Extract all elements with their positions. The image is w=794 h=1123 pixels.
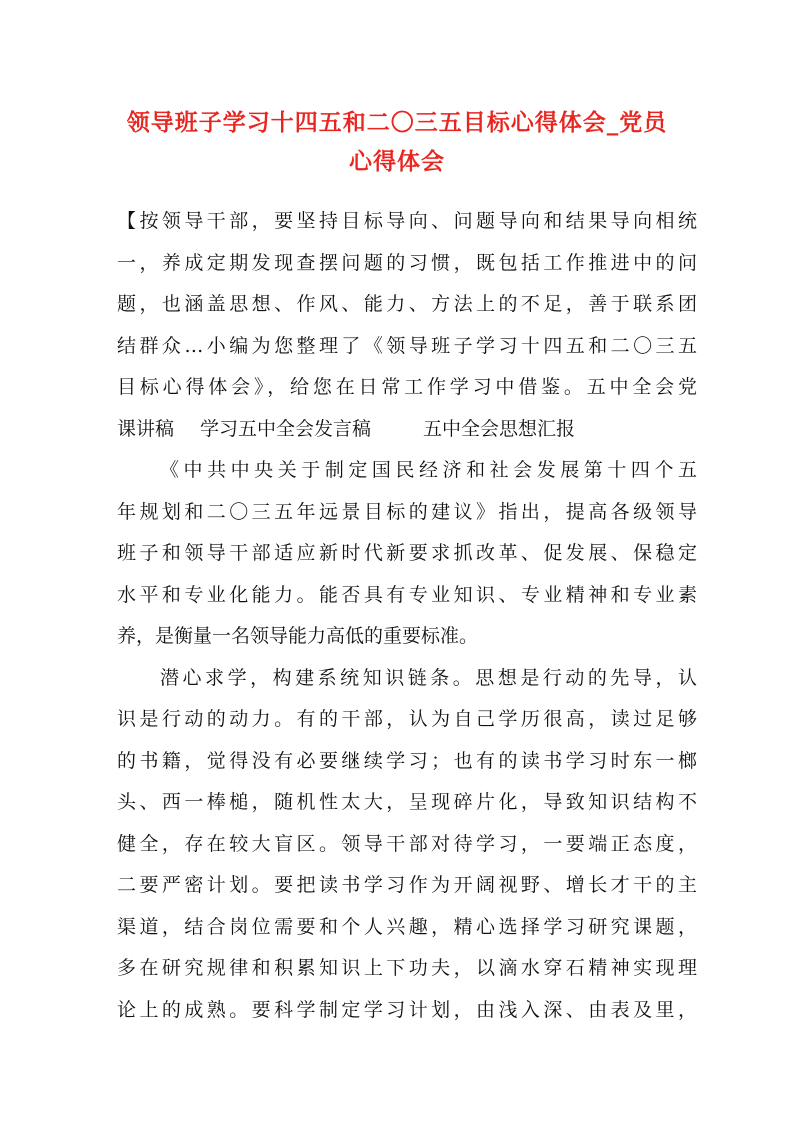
paragraph-2-line: 潜心求学，构建系统知识链条。思想是行动的先导，认 [160,666,697,689]
related-link-thought-report[interactable]: 五中全会思想汇报 [423,417,576,440]
paragraph-2-line: 头、西一棒槌，随机性太大，呈现碎片化，导致知识结构不 [117,791,697,813]
paragraph-2-line: 多在研究规律和积累知识上下功夫，以滴水穿石精神实现理 [117,957,697,979]
document-body [117,201,697,1031]
intro-line: 一，养成定期发现查摆问题的习惯，既包括工作推进中的问 [117,251,697,274]
related-link-speech[interactable]: 学习五中全会发言稿 [200,417,372,440]
document-title-line-1: 领导班子学习十四五和二〇三五目标心得体会_党员 [126,109,668,136]
paragraph-1-line: 养，是衡量一名领导能力高低的重要标准。 [117,625,479,647]
paragraph-2-line: 健全，存在较大盲区。领导干部对待学习，一要端正态度， [117,832,697,855]
intro-line: 结群众…小编为您整理了《领导班子学习十四五和二〇三五 [117,334,697,357]
intro-line: 目标心得体会》，给您在日常工作学习中借鉴。五中全会党 [117,376,697,398]
paragraph-1-line: 水平和专业化能力。能否具有专业知识、专业精神和专业素 [117,583,697,606]
intro-line: 【按领导干部，要坚持目标导向、问题导向和结果导向相统 [117,210,697,232]
paragraph-1-line: 班子和领导干部适应新时代新要求抓改革、促发展、保稳定 [117,542,697,564]
paragraph-2-line: 的书籍，觉得没有必要继续学习；也有的读书学习时东一榔 [117,749,697,772]
paragraph-2-line: 识是行动的动力。有的干部，认为自己学历很高，读过足够 [117,708,697,730]
paragraph-2-line: 论上的成熟。要科学制定学习计划，由浅入深、由表及里， [117,998,697,1021]
intro-line: 题，也涵盖思想、作风、能力、方法上的不足，善于联系团 [117,293,697,315]
paragraph-1-line: 《中共中央关于制定国民经济和社会发展第十四个五 [160,459,697,481]
related-link-party-lecture[interactable]: 课讲稿 [117,417,175,440]
paragraph-2-line: 渠道，结合岗位需要和个人兴趣，精心选择学习研究课题， [117,915,697,938]
paragraph-2-line: 二要严密计划。要把读书学习作为开阔视野、增长才干的主 [117,874,697,896]
document-title-line-2: 心得体会 [349,148,445,175]
related-links-line [117,409,697,451]
paragraph-1-line: 年规划和二〇三五年远景目标的建议》指出，提高各级领导 [117,500,697,523]
